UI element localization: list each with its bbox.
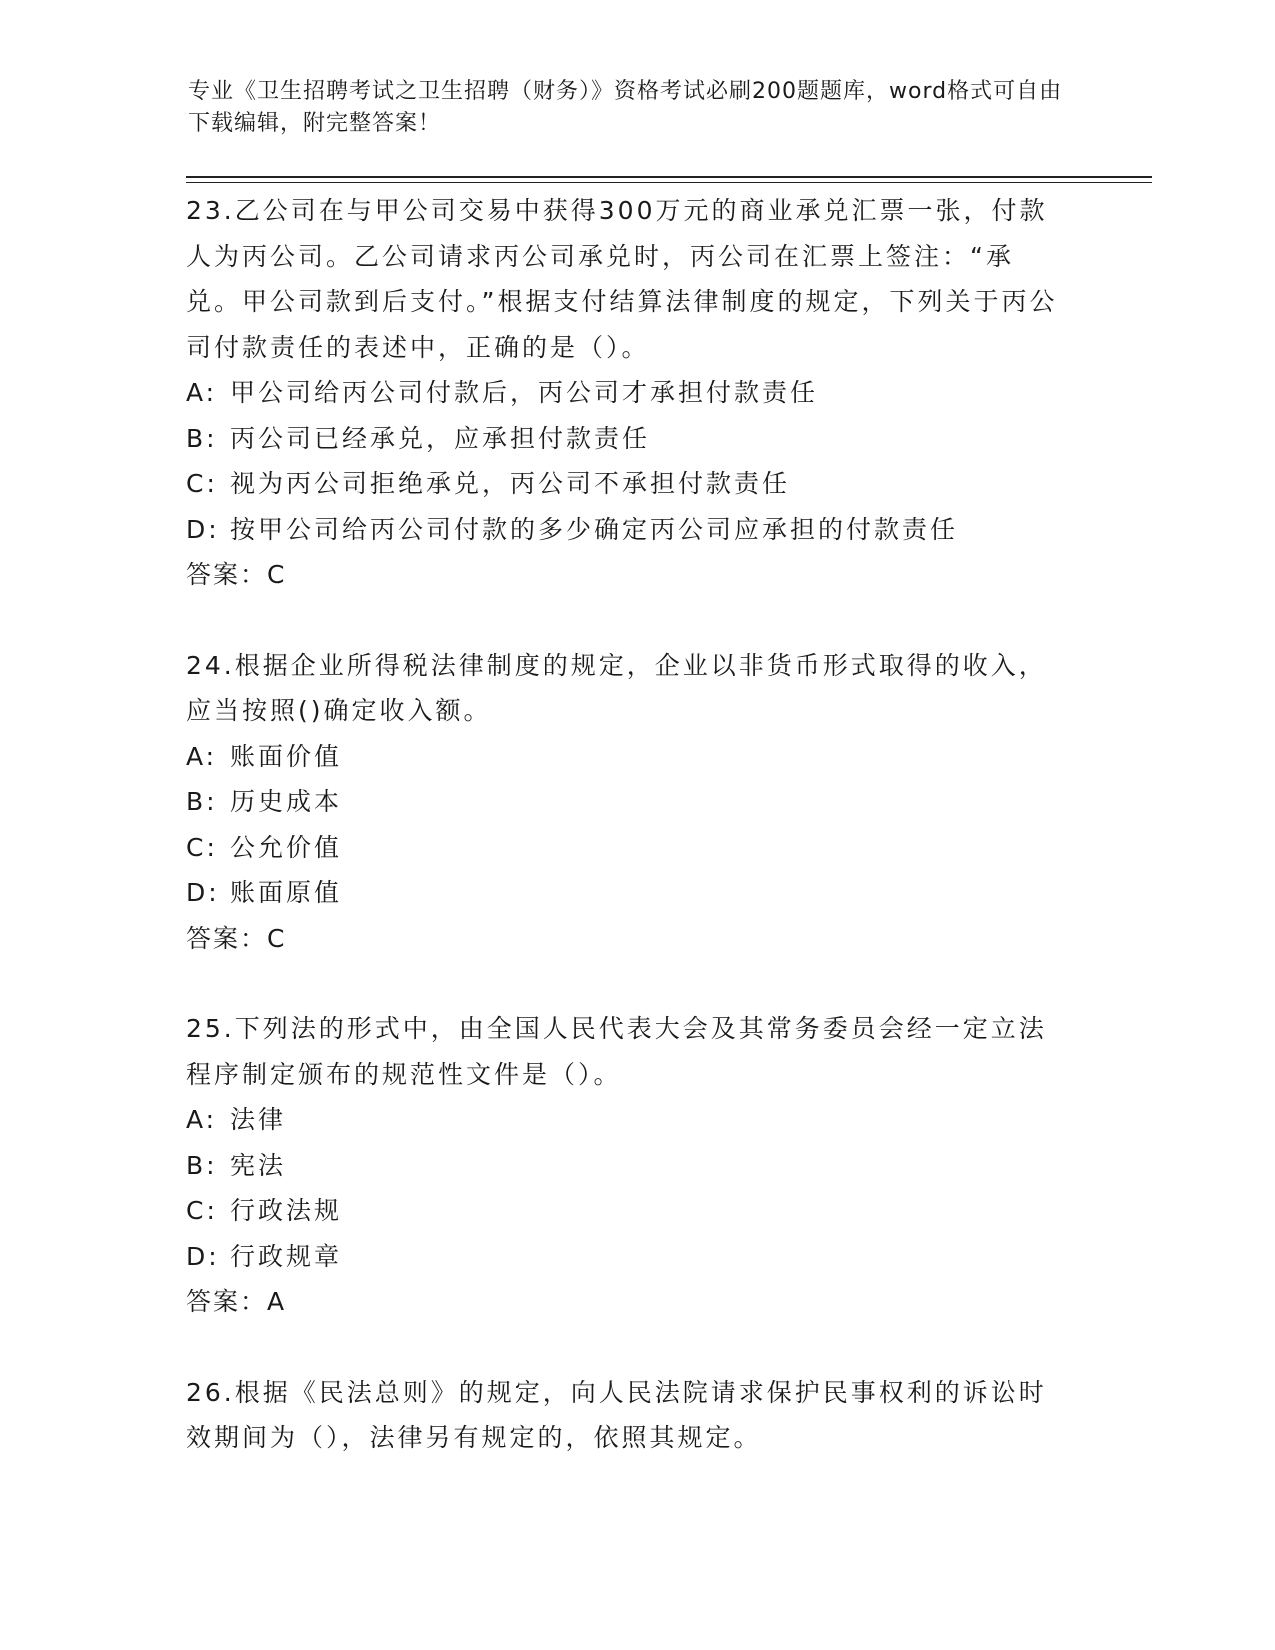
question-stem: 23.乙公司在与甲公司交易中获得300万元的商业承兑汇票一张，付款人为丙公司。乙公司请求丙公司承兑时，丙公司在汇票上签注：“承兑。甲公司款到后支付。”根据支付结算法律制度的规定，下列关于丙公司付款责任的表述中，正确的是（）。	[186, 196, 1058, 362]
question-26	[186, 1370, 1086, 1461]
option-text: 甲公司给丙公司付款后，丙公司才承担付款责任	[230, 378, 819, 407]
option-b	[186, 779, 1086, 825]
header-divider	[186, 176, 1152, 183]
option-a	[186, 370, 1086, 416]
option-letter: D:	[186, 514, 220, 544]
question-24	[186, 643, 1086, 962]
option-letter: B:	[186, 423, 218, 453]
question-25	[186, 1006, 1086, 1325]
option-text: 丙公司已经承兑，应承担付款责任	[230, 423, 651, 453]
option-text: 账面原值	[230, 878, 343, 907]
option-c	[186, 825, 1086, 871]
option-text: 历史成本	[230, 787, 343, 816]
question-stem: 24.根据企业所得税法律制度的规定，企业以非货币形式取得的收入，应当按照()确定收入额。	[186, 650, 1047, 725]
question-stem: 26.根据《民法总则》的规定，向人民法院请求保护民事权利的诉讼时效期间为（），法律另有规定的，依照其规定。	[186, 1377, 1047, 1452]
answer-line: 答案：A	[186, 1287, 287, 1316]
option-letter: C:	[186, 832, 218, 862]
option-text: 按甲公司给丙公司付款的多少确定丙公司应承担的付款责任	[230, 514, 959, 544]
option-a	[186, 734, 1086, 780]
option-text: 行政规章	[230, 1241, 343, 1271]
question-stem: 25.下列法的形式中，由全国人民代表大会及其常务委员会经一定立法程序制定颁布的规范性文件是（）。	[186, 1014, 1047, 1089]
option-d	[186, 1234, 1086, 1280]
question-list	[186, 188, 1086, 1506]
header-text: 专业《卫生招聘考试之卫生招聘（财务）》资格考试必刷200题题库，word格式可自由下载编辑，附完整答案！	[188, 79, 1063, 136]
option-letter: C:	[186, 1196, 218, 1225]
question-23	[186, 188, 1086, 598]
page-header	[188, 76, 1068, 140]
option-b	[186, 416, 1086, 462]
answer-line: 答案：C	[186, 923, 287, 953]
option-c	[186, 461, 1086, 507]
option-letter: D:	[186, 1241, 220, 1271]
option-text: 宪法	[230, 1150, 287, 1180]
option-b	[186, 1143, 1086, 1189]
option-letter: A:	[186, 378, 218, 407]
option-text: 视为丙公司拒绝承兑，丙公司不承担付款责任	[230, 469, 791, 498]
option-text: 法律	[230, 1105, 287, 1134]
option-letter: D:	[186, 878, 220, 907]
option-letter: B:	[186, 1150, 218, 1180]
option-text: 行政法规	[230, 1196, 343, 1225]
option-a	[186, 1097, 1086, 1143]
option-letter: A:	[186, 1105, 218, 1134]
option-c	[186, 1188, 1086, 1234]
option-letter: A:	[186, 741, 218, 771]
option-d	[186, 507, 1086, 553]
answer-line: 答案：C	[186, 560, 287, 589]
option-d	[186, 870, 1086, 916]
option-text: 账面价值	[230, 741, 343, 771]
option-letter: C:	[186, 469, 218, 498]
option-text: 公允价值	[230, 832, 343, 862]
option-letter: B:	[186, 787, 218, 816]
